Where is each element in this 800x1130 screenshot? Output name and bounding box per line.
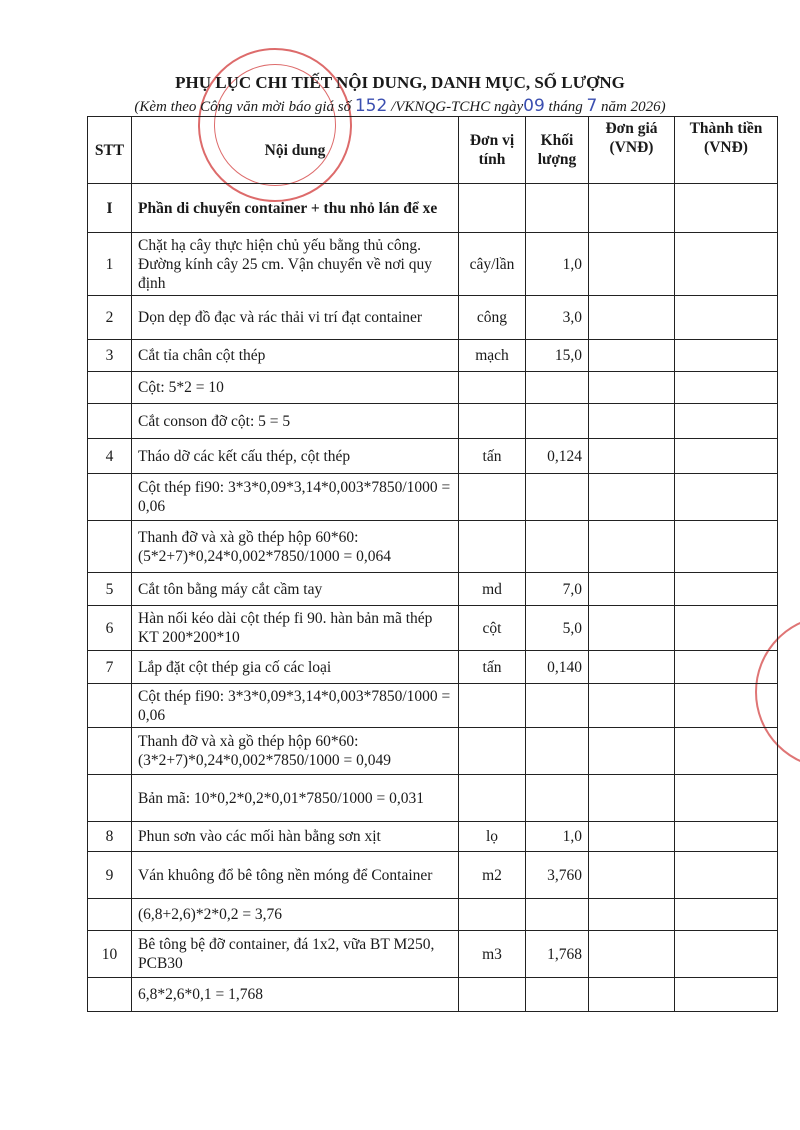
- table-row: [88, 404, 778, 439]
- row-content: Cột: 5*2 = 10: [132, 372, 459, 404]
- row-stt: 2: [88, 296, 132, 340]
- table-row: [88, 978, 778, 1012]
- row-stt: 8: [88, 822, 132, 852]
- row-unit: [459, 684, 526, 728]
- row-price: [589, 899, 675, 931]
- row-unit: công: [459, 296, 526, 340]
- row-content: Tháo dỡ các kết cấu thép, cột thép: [132, 439, 459, 474]
- row-total: [675, 651, 778, 684]
- row-price: [589, 822, 675, 852]
- row-content: Cột thép fi90: 3*3*0,09*3,14*0,003*7850/1000 = 0,06: [132, 474, 459, 521]
- row-unit: [459, 372, 526, 404]
- row-total: [675, 606, 778, 651]
- row-total: [675, 439, 778, 474]
- row-qty: [526, 521, 589, 573]
- row-content: Bê tông bệ đỡ container, đá 1x2, vữa BT M250, PCB30: [132, 931, 459, 978]
- header-stt: STT: [88, 117, 132, 184]
- row-price: [589, 931, 675, 978]
- row-unit: [459, 404, 526, 439]
- document-month: 7: [586, 96, 598, 116]
- row-content: (6,8+2,6)*2*0,2 = 3,76: [132, 899, 459, 931]
- document-subtitle: [0, 96, 800, 116]
- row-qty: 3,0: [526, 296, 589, 340]
- row-price: [589, 573, 675, 606]
- row-qty: [526, 474, 589, 521]
- row-qty: 1,0: [526, 233, 589, 296]
- row-total: [675, 340, 778, 372]
- row-total: [675, 474, 778, 521]
- row-price: [589, 474, 675, 521]
- table-header-row: [88, 117, 778, 184]
- row-total: [675, 684, 778, 728]
- table-row: [88, 651, 778, 684]
- row-qty: 1,768: [526, 931, 589, 978]
- row-total: [675, 573, 778, 606]
- row-qty: [526, 899, 589, 931]
- row-price: [589, 728, 675, 775]
- header-unit: Đơn vị tính: [459, 117, 526, 184]
- row-content: Hàn nối kéo dài cột thép fi 90. hàn bản mã thép KT 200*200*10: [132, 606, 459, 651]
- row-total: [675, 184, 778, 233]
- row-content: Cắt conson đỡ cột: 5 = 5: [132, 404, 459, 439]
- header-qty: Khối lượng: [526, 117, 589, 184]
- table-row: [88, 474, 778, 521]
- row-unit: tấn: [459, 651, 526, 684]
- row-unit: m2: [459, 852, 526, 899]
- row-content: Cắt tỉa chân cột thép: [132, 340, 459, 372]
- table-row: [88, 573, 778, 606]
- row-content: Bản mã: 10*0,2*0,2*0,01*7850/1000 = 0,031: [132, 775, 459, 822]
- row-unit: cột: [459, 606, 526, 651]
- table-row: [88, 372, 778, 404]
- table-row: [88, 233, 778, 296]
- row-stt: 4: [88, 439, 132, 474]
- table-row: [88, 184, 778, 233]
- table-row: [88, 439, 778, 474]
- table-row: [88, 931, 778, 978]
- row-price: [589, 521, 675, 573]
- row-price: [589, 978, 675, 1012]
- table-row: [88, 340, 778, 372]
- header-total: Thành tiền (VNĐ): [675, 117, 778, 184]
- row-price: [589, 606, 675, 651]
- row-qty: [526, 775, 589, 822]
- row-qty: [526, 184, 589, 233]
- row-total: [675, 521, 778, 573]
- row-price: [589, 404, 675, 439]
- row-unit: lọ: [459, 822, 526, 852]
- row-stt: 5: [88, 573, 132, 606]
- row-stt: 6: [88, 606, 132, 651]
- table-row: [88, 728, 778, 775]
- row-unit: [459, 899, 526, 931]
- table-row: [88, 899, 778, 931]
- row-unit: [459, 728, 526, 775]
- row-content: Cột thép fi90: 3*3*0,09*3,14*0,003*7850/1000 = 0,06: [132, 684, 459, 728]
- row-unit: [459, 978, 526, 1012]
- row-price: [589, 372, 675, 404]
- row-stt: [88, 728, 132, 775]
- row-price: [589, 439, 675, 474]
- items-table: [87, 116, 778, 1012]
- row-content: Ván khuông đổ bê tông nền móng để Container: [132, 852, 459, 899]
- row-total: [675, 404, 778, 439]
- row-price: [589, 233, 675, 296]
- row-unit: [459, 775, 526, 822]
- row-total: [675, 852, 778, 899]
- row-content: 6,8*2,6*0,1 = 1,768: [132, 978, 459, 1012]
- row-unit: mạch: [459, 340, 526, 372]
- row-stt: 1: [88, 233, 132, 296]
- row-content: Thanh đỡ và xà gồ thép hộp 60*60: (3*2+7)*0,24*0,002*7850/1000 = 0,049: [132, 728, 459, 775]
- row-unit: [459, 521, 526, 573]
- row-unit: m3: [459, 931, 526, 978]
- row-price: [589, 651, 675, 684]
- row-qty: 3,760: [526, 852, 589, 899]
- row-qty: 7,0: [526, 573, 589, 606]
- header-content: Nội dung: [132, 117, 459, 184]
- row-content: Chặt hạ cây thực hiện chủ yếu bằng thủ công. Đường kính cây 25 cm. Vận chuyển về nơi quy định: [132, 233, 459, 296]
- row-total: [675, 931, 778, 978]
- document-title: PHỤ LỤC CHI TIẾT NỘI DUNG, DANH MỤC, SỐ LƯỢNG: [175, 73, 625, 92]
- row-price: [589, 775, 675, 822]
- row-content: Phun sơn vào các mối hàn bằng sơn xịt: [132, 822, 459, 852]
- row-unit: md: [459, 573, 526, 606]
- row-total: [675, 822, 778, 852]
- row-price: [589, 340, 675, 372]
- row-stt: 7: [88, 651, 132, 684]
- row-total: [675, 296, 778, 340]
- row-price: [589, 684, 675, 728]
- table-row: [88, 822, 778, 852]
- row-stt: [88, 474, 132, 521]
- table-row: [88, 521, 778, 573]
- document-number: 152: [354, 96, 388, 116]
- row-stt: [88, 684, 132, 728]
- row-total: [675, 372, 778, 404]
- table-row: [88, 684, 778, 728]
- document-day: 09: [523, 96, 545, 116]
- table-row: [88, 852, 778, 899]
- row-price: [589, 852, 675, 899]
- row-qty: [526, 728, 589, 775]
- row-content: Dọn dẹp đồ đạc và rác thải vi trí đạt container: [132, 296, 459, 340]
- header-price: Đơn giá (VNĐ): [589, 117, 675, 184]
- row-total: [675, 728, 778, 775]
- row-qty: 5,0: [526, 606, 589, 651]
- row-qty: [526, 404, 589, 439]
- row-content: Phần di chuyển container + thu nhỏ lán để xe: [132, 184, 459, 233]
- row-price: [589, 296, 675, 340]
- row-unit: cây/lần: [459, 233, 526, 296]
- table-row: [88, 775, 778, 822]
- row-qty: 0,124: [526, 439, 589, 474]
- row-qty: [526, 372, 589, 404]
- row-price: [589, 184, 675, 233]
- row-qty: 1,0: [526, 822, 589, 852]
- row-total: [675, 233, 778, 296]
- row-unit: [459, 474, 526, 521]
- row-unit: [459, 184, 526, 233]
- row-stt: [88, 899, 132, 931]
- row-stt: [88, 404, 132, 439]
- subtitle-suffix: năm 2026): [601, 99, 666, 115]
- row-unit: tấn: [459, 439, 526, 474]
- row-qty: 15,0: [526, 340, 589, 372]
- row-content: Thanh đỡ và xà gồ thép hộp 60*60: (5*2+7)*0,24*0,002*7850/1000 = 0,064: [132, 521, 459, 573]
- row-qty: 0,140: [526, 651, 589, 684]
- row-total: [675, 775, 778, 822]
- row-content: Cắt tôn bằng máy cắt cầm tay: [132, 573, 459, 606]
- row-qty: [526, 684, 589, 728]
- row-total: [675, 978, 778, 1012]
- table-row: [88, 296, 778, 340]
- row-stt: [88, 372, 132, 404]
- row-stt: 9: [88, 852, 132, 899]
- row-stt: 3: [88, 340, 132, 372]
- row-qty: [526, 978, 589, 1012]
- row-stt: [88, 775, 132, 822]
- row-stt: [88, 978, 132, 1012]
- row-content: Lắp đặt cột thép gia cố các loại: [132, 651, 459, 684]
- row-total: [675, 899, 778, 931]
- table-row: [88, 606, 778, 651]
- row-stt: 10: [88, 931, 132, 978]
- row-stt: I: [88, 184, 132, 233]
- subtitle-prefix: (Kèm theo Công văn mời báo giá số: [134, 99, 352, 115]
- row-stt: [88, 521, 132, 573]
- subtitle-month-label: tháng: [548, 99, 583, 115]
- subtitle-middle: /VKNQG-TCHC ngày: [391, 99, 524, 115]
